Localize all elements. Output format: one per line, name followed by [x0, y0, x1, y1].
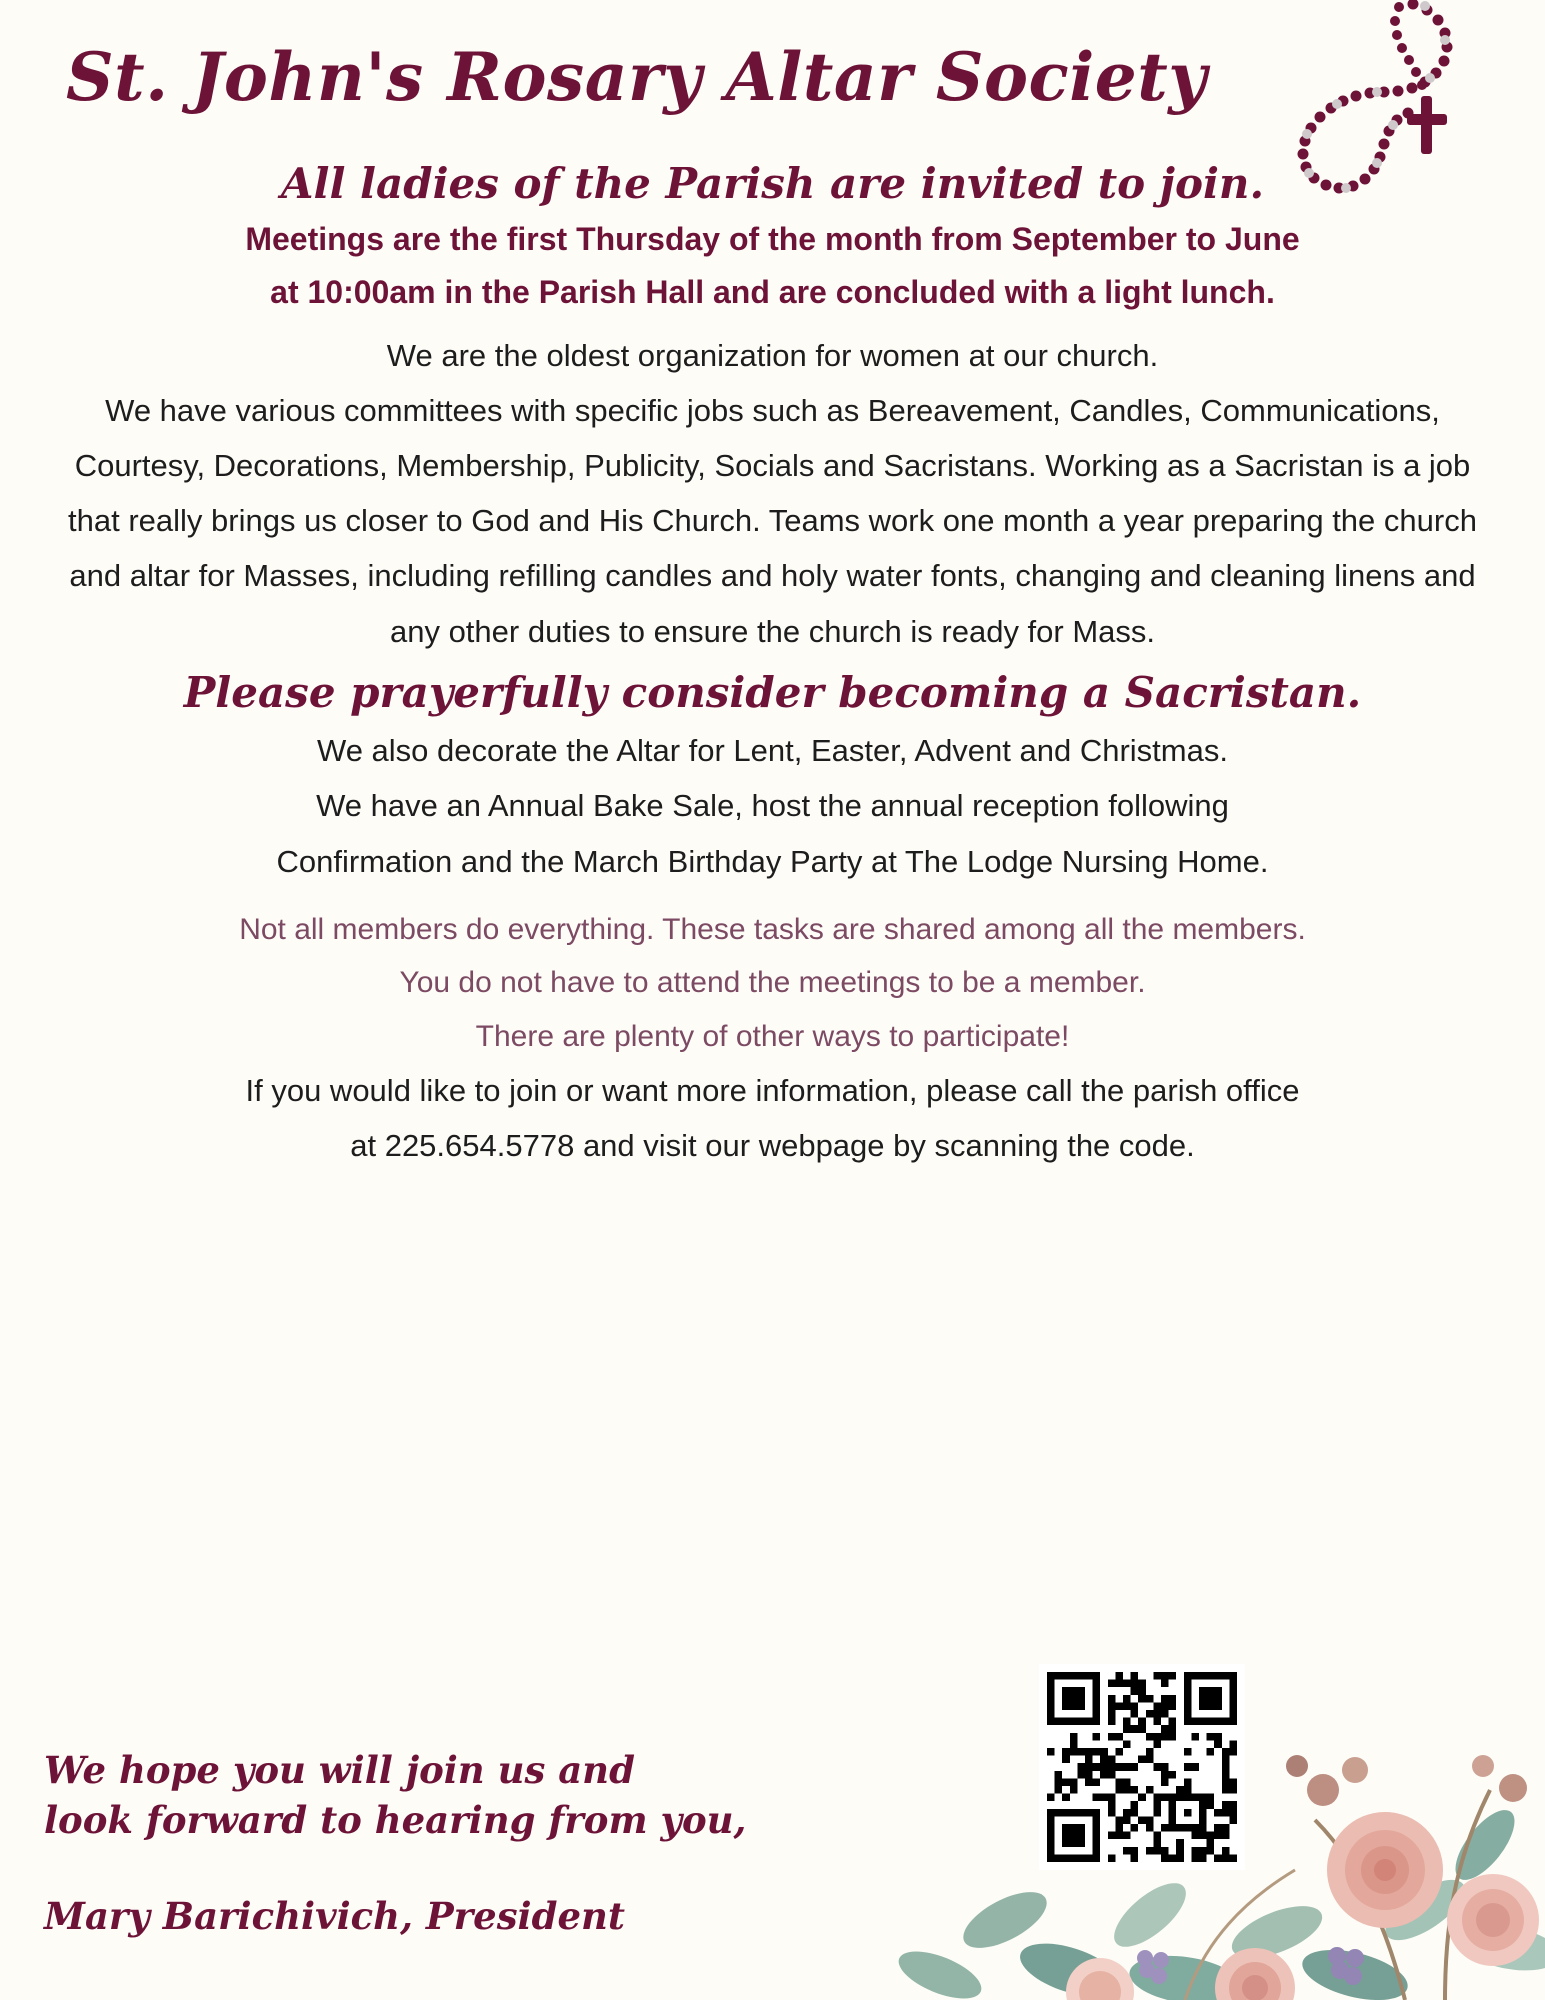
qr-code[interactable]	[1039, 1664, 1245, 1870]
invitation-line: All ladies of the Parish are invited to join.	[280, 159, 1265, 208]
contact-line-2: at 225.654.5778 and visit our webpage by scanning the code.	[350, 1128, 1195, 1164]
decorate-line: We also decorate the Altar for Lent, Easter, Advent and Christmas.	[317, 733, 1228, 769]
qr-code-canvas[interactable]	[1047, 1672, 1237, 1862]
meeting-line-2: at 10:00am in the Parish Hall and are concluded with a light lunch.	[270, 274, 1275, 311]
note-line-3: There are plenty of other ways to participate!	[475, 1019, 1070, 1053]
rosary-beads-icon	[1217, 0, 1467, 242]
header-row	[48, 0, 1497, 150]
contact-line-1: If you would like to join or want more information, please call the parish office	[245, 1072, 1300, 1108]
page-title: St. John's Rosary Altar Society	[66, 38, 1208, 116]
events-line-1: We have an Annual Bake Sale, host the annual reception following	[316, 788, 1229, 824]
signature-block	[44, 1746, 746, 1942]
note-line-1: Not all members do everything. These tasks are shared among all the members.	[239, 912, 1306, 946]
note-line-2: You do not have to attend the meetings to be a member.	[399, 966, 1146, 1000]
closing-line-1: We hope you will join us and	[44, 1748, 635, 1793]
description-paragraph: We have various committees with specific jobs such as Bereavement, Candles, Communications, Courtesy, Decorations, Membership, Publicity, Socials and Sacristans. Working as a Sacristan is a job that really brings us closer to God and His Church. Teams work one month a year preparing the church and altar for Masses, including refilling candles and holy water fonts, changing and cleaning linens and any other duties to ensure the church is ready for Mass.	[68, 392, 1477, 649]
signature-name: Mary Barichivich, President	[44, 1894, 625, 1939]
meeting-line-1: Meetings are the first Thursday of the month from September to June	[245, 220, 1300, 257]
events-line-2: Confirmation and the March Birthday Party at The Lodge Nursing Home.	[276, 843, 1269, 879]
call-to-action-line: Please prayerfully consider becoming a Sacristan.	[183, 667, 1362, 717]
intro-line: We are the oldest organization for women at our church.	[386, 337, 1159, 373]
closing-line-2: look forward to hearing from you,	[44, 1798, 747, 1843]
